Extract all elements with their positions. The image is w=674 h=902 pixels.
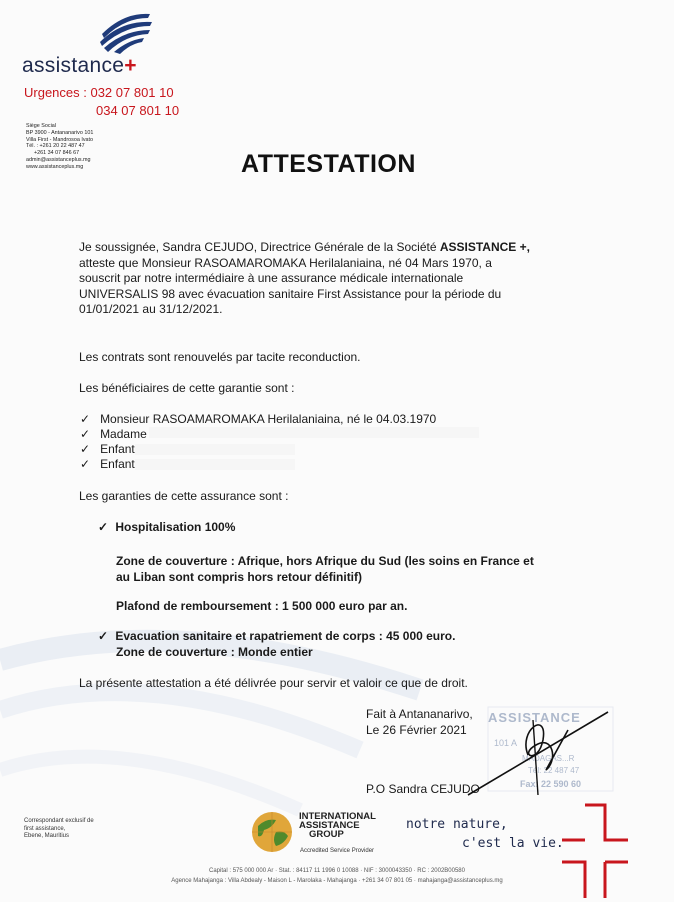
- stamp-fax: Fax: 22 590 60: [520, 779, 582, 789]
- check-icon: ✓: [80, 412, 91, 426]
- urgences-line-2: 034 07 801 10: [96, 103, 180, 118]
- footer-legal: Capital : 575 000 000 Ar · Stat. : 84117 11 1996 0 10088 · NIF : 3000043350 · RC : 2002B00580 Agence Mahajanga : Villa Abdealy - Maison L - Marolaka - Mahajanga · +261 34 07 801 05 · mahajanga@assistanceplus.mg: [171, 868, 503, 884]
- stamp-title: ASSISTANCE: [488, 710, 581, 725]
- reimbursement-ceiling: Plafond de remboursement : 1 500 000 euro par an.: [116, 599, 408, 613]
- redacted-area: [149, 427, 479, 438]
- coverage-zone-1: Zone de couverture : Afrique, hors Afrique du Sud (les soins en France et au Liban sont compris hors retour définitif): [116, 554, 534, 584]
- slogan-line-1: notre nature,: [406, 817, 508, 832]
- guarantees-heading: Les garanties de cette assurance sont :: [79, 489, 289, 503]
- check-icon: ✓: [80, 442, 91, 456]
- check-icon: ✓: [98, 629, 109, 643]
- beneficiaries-list: [80, 412, 479, 472]
- hospitalisation-item: ✓ Hospitalisation 100%: [98, 520, 236, 534]
- correspondent-note: Correspondant exclusif de first assistance, Ebene, Mauritius: [24, 818, 94, 839]
- urgences-line-1: Urgences : 032 07 801 10: [24, 85, 174, 100]
- globe-logo-icon: [92, 4, 156, 56]
- slogan-line-2: c'est la vie.: [462, 836, 564, 851]
- beneficiaries-heading: Les bénéficiaires de cette garantie sont :: [79, 381, 295, 395]
- redacted-area: [135, 444, 295, 455]
- head-office-address: Siège Social BP 3900 - Antananarivo 101 Villa First - Mandrosoa Ivato Tél. : +261 20 22 487 47 +261 34 07 846 67 admin@assistanceplus.mg www.assistanceplus.mg: [26, 123, 94, 170]
- brand-name: assistance+: [22, 54, 137, 77]
- check-icon: ✓: [80, 457, 91, 471]
- iag-logo-text: INTERNATIONAL ASSISTANCE GROUP: [299, 811, 376, 840]
- check-icon: ✓: [80, 427, 91, 441]
- stamp-line: 101 A: [494, 738, 518, 748]
- page-title: ATTESTATION: [241, 150, 416, 178]
- place-date: Fait à Antananarivo, Le 26 Février 2021: [366, 707, 473, 737]
- signature-icon: [458, 700, 618, 810]
- red-cross-icon: [560, 800, 630, 900]
- redacted-area: [135, 459, 295, 470]
- closing-statement: La présente attestation a été délivrée pour servir et valoir ce que de droit.: [79, 676, 468, 690]
- signatory: P.O Sandra CEJUDO: [366, 782, 480, 796]
- contracts-text: Les contrats sont renouvelés par tacite reconduction.: [79, 350, 361, 364]
- list-item: ✓ Madame: [80, 427, 479, 442]
- check-icon: ✓: [98, 520, 109, 534]
- iag-tagline: Accredited Service Provider: [300, 848, 375, 854]
- evacuation-item: ✓ Evacuation sanitaire et rapatriement de corps : 45 000 euro. Zone de couverture : Monde entier: [98, 629, 456, 659]
- stamp-phone: Tél: 22 487 47: [528, 766, 580, 775]
- stamp-line: MADAGAS...R: [522, 754, 575, 763]
- list-item: ✓ Enfant: [80, 457, 479, 472]
- globe-icon: [250, 810, 294, 854]
- intro-paragraph: Je soussignée, Sandra CEJUDO, Directrice Générale de la Société ASSISTANCE +, atteste que Monsieur RASOAMAROMAKA Herilalaniaina, né 04 Mars 1970, a souscrit par notre intermédiaire à une assurance médicale internationale UNIVERSALIS 98 avec évacuation sanitaire First Assistance pour la période du 01/01/2021 au 31/12/2021.: [79, 240, 530, 316]
- list-item: ✓ Monsieur RASOAMAROMAKA Herilalaniaina, né le 04.03.1970: [80, 412, 437, 426]
- list-item: ✓ Enfant: [80, 442, 479, 457]
